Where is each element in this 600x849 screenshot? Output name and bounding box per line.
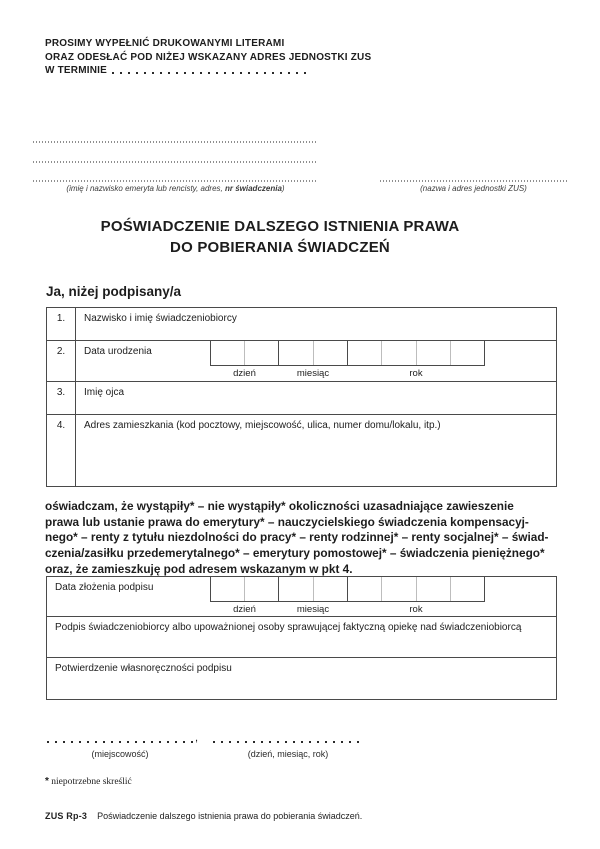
signature-table [46, 576, 557, 700]
date-year-cell[interactable] [416, 341, 450, 365]
row-number: 4. [47, 415, 76, 486]
date-year-cell[interactable] [381, 341, 415, 365]
statement-line: oświadczam, że wystąpiły* – nie wystąpiły* okoliczności uzasadniające zawieszenie [45, 499, 514, 513]
date-day-cell[interactable] [244, 577, 278, 601]
date-day-cell[interactable] [211, 577, 244, 601]
date-label-day: dzień [233, 604, 256, 615]
place-fill-line[interactable] [47, 741, 193, 743]
statement-line: nego* – renty z tytułu niezdolności do pracy* – renty rodzinnej* – renty socjalnej* – świad- [45, 530, 549, 545]
sender-address-line-2[interactable] [33, 161, 318, 163]
row-label: Adres zamieszkania (kod pocztowy, miejscowość, ulica, numer domu/lokalu, itp.) [84, 420, 441, 431]
form-code: ZUS Rp-3 [45, 811, 88, 821]
row-number: 3. [47, 382, 76, 414]
table-row-signature-confirmation [47, 658, 556, 699]
row-label: Potwierdzenie własnoręczności podpisu [55, 663, 232, 674]
table-row-father-name [47, 382, 556, 415]
signing-month-group [278, 576, 348, 602]
row-label: Imię ojca [84, 387, 125, 398]
date-label-year: rok [409, 604, 423, 615]
row-label: Nazwisko i imię świadczeniobiorcy [84, 313, 237, 324]
table-row-address [47, 415, 556, 486]
date-day-cell[interactable] [244, 341, 278, 365]
deadline-label: W TERMINIE [45, 65, 107, 76]
birth-day-group [210, 340, 279, 366]
header-line-2: ORAZ ODESŁAĆ POD NIŻEJ WSKAZANY ADRES JEDNOSTKI ZUS [45, 51, 372, 63]
date-fill-line[interactable] [213, 741, 363, 743]
header-instructions [45, 37, 371, 78]
date-month-cell[interactable] [313, 341, 348, 365]
footnote [45, 776, 132, 787]
sender-address-line-1[interactable] [33, 141, 318, 143]
row-label: Data złożenia podpisu [55, 582, 154, 593]
intro-text: Ja, niżej podpisany/a [46, 284, 182, 299]
form-footer [45, 811, 362, 821]
form-title-line-1: POŚWIADCZENIE DALSZEGO ISTNIENIA PRAWA [100, 218, 460, 235]
date-year-cell[interactable] [381, 577, 415, 601]
form-footer-title: Poświadczenie dalszego istnienia prawa do pobierania świadczeń. [97, 811, 363, 821]
footnote-asterisk: * [45, 776, 49, 787]
date-label-year: rok [409, 368, 423, 379]
place-caption: (miejscowość) [91, 749, 149, 759]
sender-caption-bold: nr świadczenia [224, 184, 282, 193]
personal-data-table [46, 307, 557, 487]
table-row-surname [47, 308, 556, 341]
birth-date-box [210, 340, 485, 380]
sender-address-line-3[interactable] [33, 180, 318, 182]
birth-month-group [278, 340, 348, 366]
form-title [45, 216, 515, 258]
row-number: 1. [47, 308, 76, 340]
date-caption: (dzień, miesiąc, rok) [247, 749, 329, 759]
signing-day-group [210, 576, 279, 602]
table-row-birth-date [47, 341, 556, 382]
sender-caption-prefix: (imię i nazwisko emeryta lub rencisty, adres, [66, 184, 225, 193]
sender-caption-suffix: ) [281, 184, 285, 193]
zus-address-line[interactable] [380, 180, 567, 182]
footnote-text: niepotrzebne skreślić [48, 777, 132, 787]
table-row-signing-date [47, 577, 556, 617]
date-year-cell[interactable] [450, 577, 484, 601]
header-line-1: PROSIMY WYPEŁNIĆ DRUKOWANYMI LITERAMI [45, 38, 285, 49]
statement-paragraph [45, 499, 565, 578]
signing-date-box [210, 576, 485, 616]
date-label-month: miesiąc [296, 604, 330, 615]
date-label-month: miesiąc [296, 368, 330, 379]
date-day-cell[interactable] [211, 341, 244, 365]
date-year-cell[interactable] [348, 577, 381, 601]
table-row-beneficiary-signature [47, 617, 556, 658]
statement-line: oraz, że zamieszkuję pod adresem wskazanym w pkt 4. [45, 561, 353, 576]
deadline-fill-line[interactable] [112, 72, 308, 74]
signing-year-group [347, 576, 485, 602]
statement-line: czenia/zasiłku przedemerytalnego* – emerytury pomostowej* – świadczenia pieniężnego* [45, 546, 545, 561]
date-year-cell[interactable] [416, 577, 450, 601]
form-title-line-2: DO POBIERANIA ŚWIADCZEŃ [170, 239, 390, 256]
place-line-comma: , [195, 732, 199, 744]
date-month-cell[interactable] [279, 577, 313, 601]
date-year-cell[interactable] [348, 341, 381, 365]
date-label-day: dzień [233, 368, 256, 379]
row-number: 2. [47, 341, 76, 381]
zus-caption: (nazwa i adres jednostki ZUS) [420, 184, 527, 193]
date-month-cell[interactable] [313, 577, 348, 601]
date-year-cell[interactable] [450, 341, 484, 365]
row-label: Podpis świadczeniobiorcy albo upoważnionej osoby sprawującej faktyczną opiekę nad świadczeniobiorcą [55, 622, 522, 633]
statement-line: prawa lub ustanie prawa do emerytury* – nauczycielskiego świadczenia kompensacyj- [45, 514, 529, 529]
date-month-cell[interactable] [279, 341, 313, 365]
sender-caption [33, 184, 318, 193]
birth-year-group [347, 340, 485, 366]
row-label: Data urodzenia [84, 346, 152, 357]
